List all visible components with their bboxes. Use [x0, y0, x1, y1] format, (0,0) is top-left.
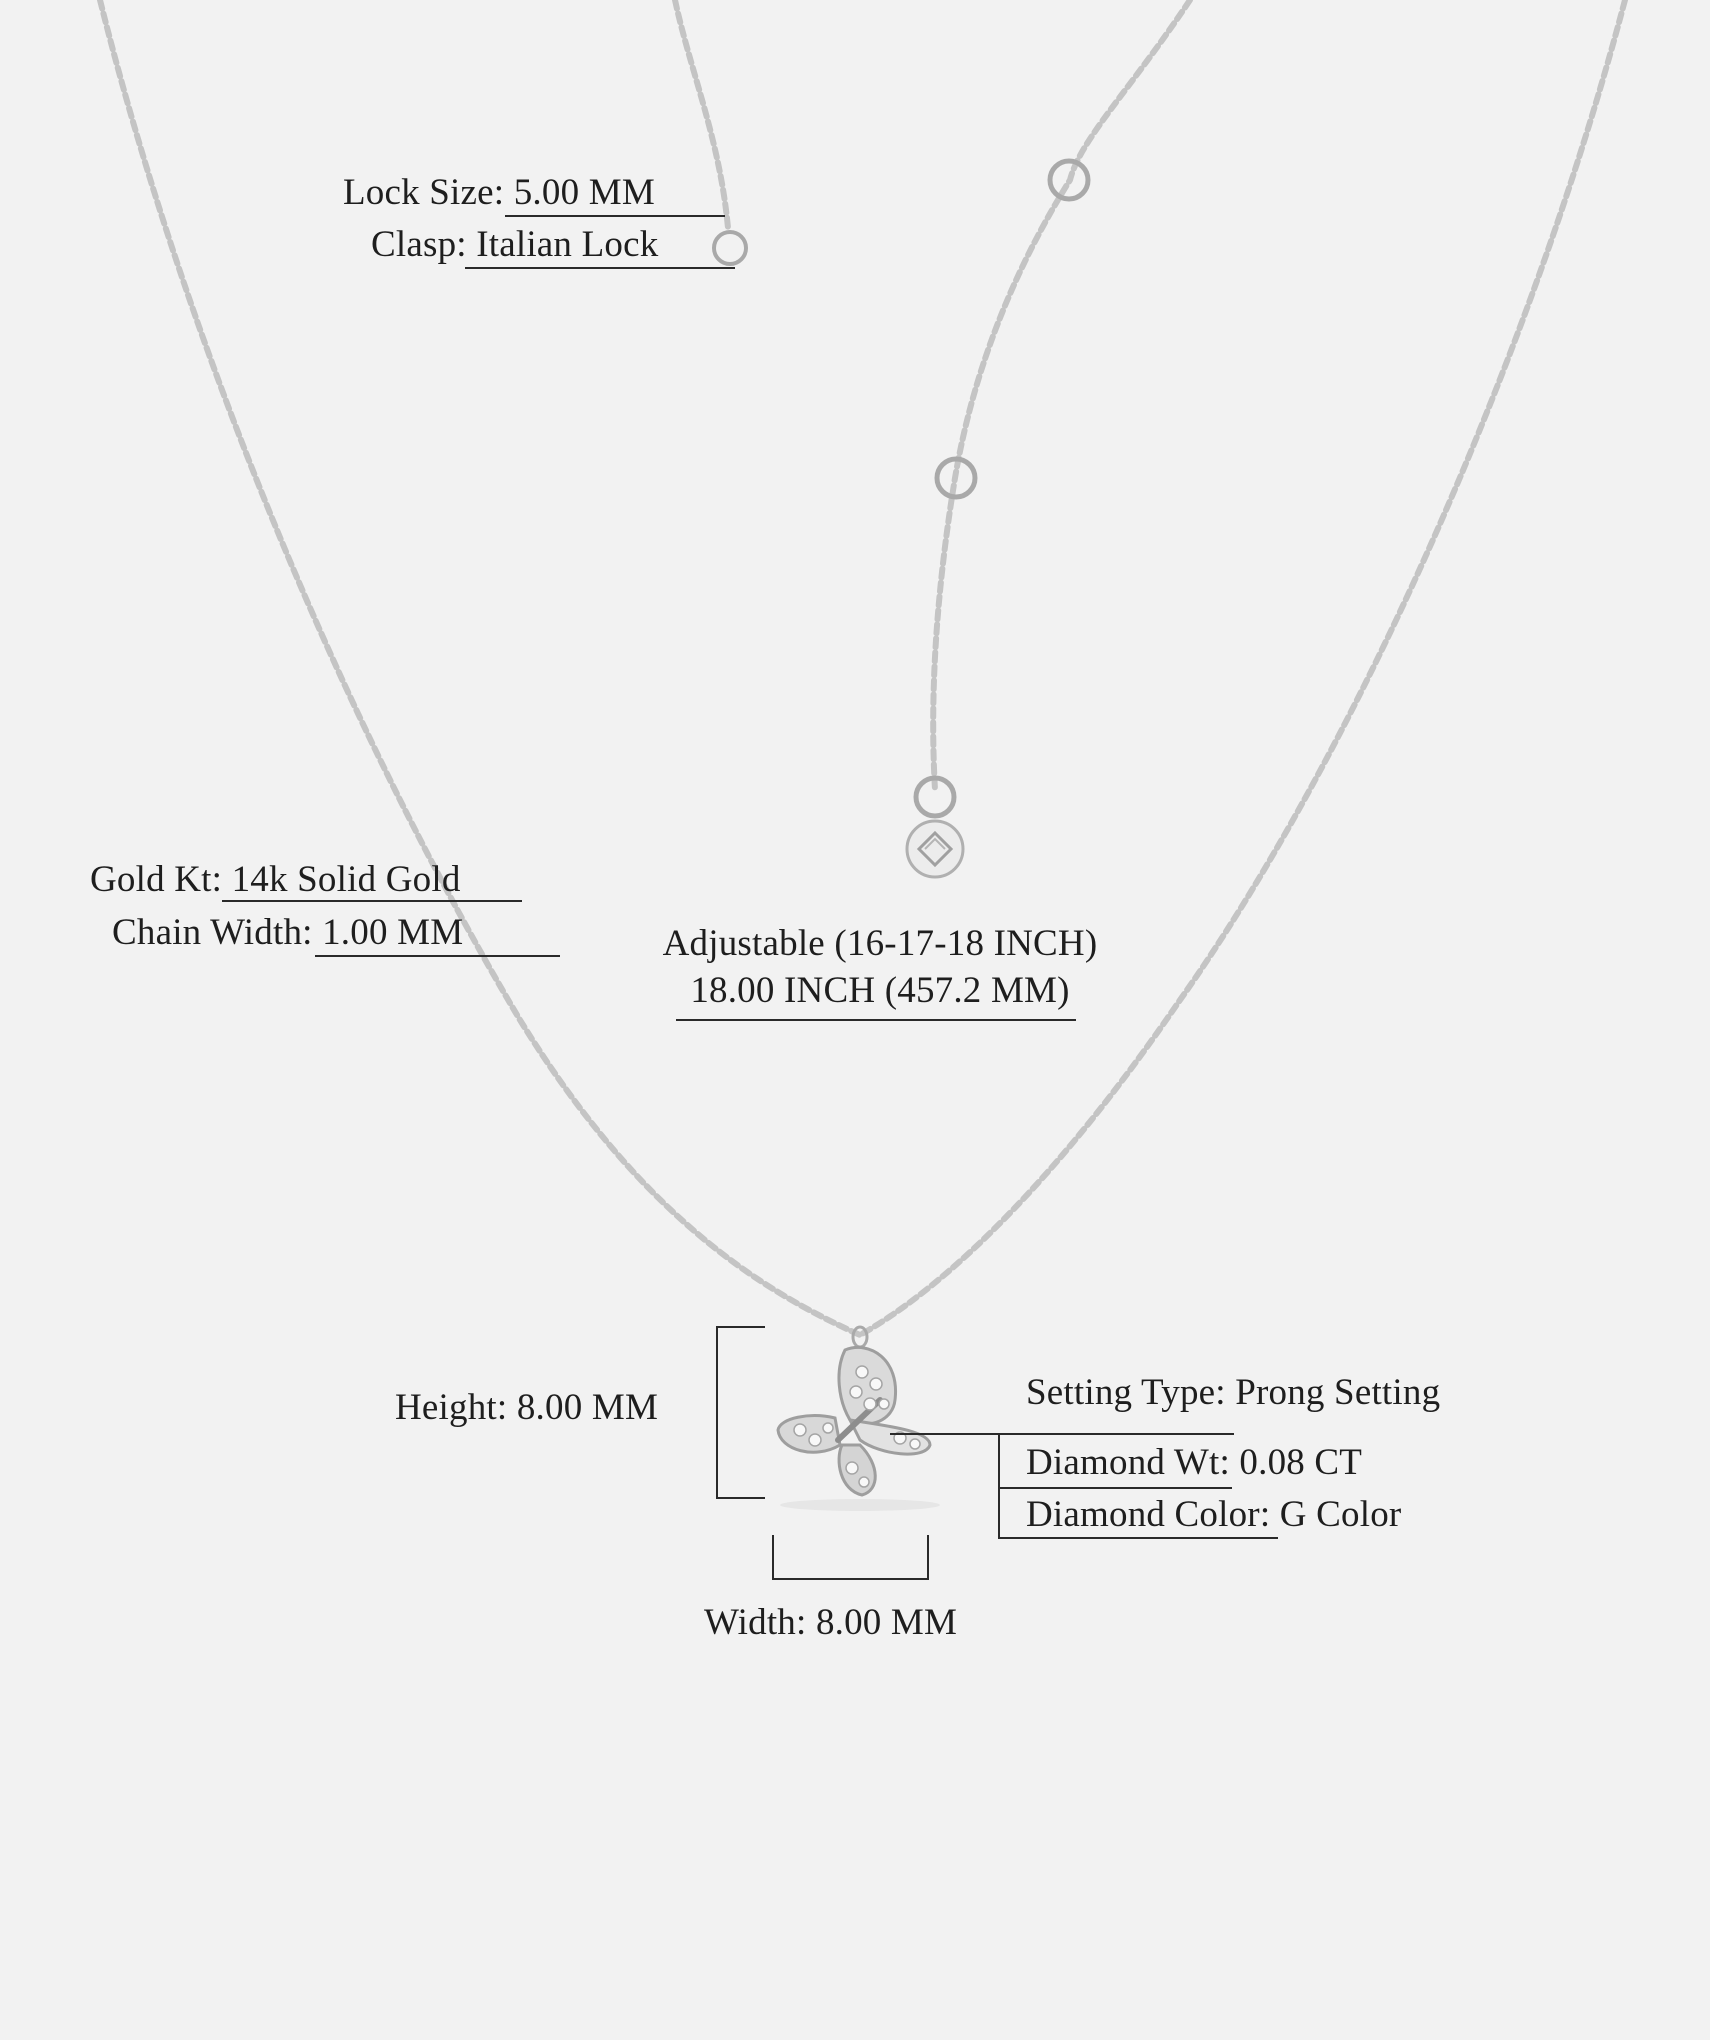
width-value: 8.00 MM — [815, 1602, 958, 1643]
height-value: 8.00 MM — [516, 1387, 659, 1428]
setting-type-spec — [1026, 1371, 1440, 1415]
lock-size-value: 5.00 MM — [513, 172, 655, 213]
chain-width-leader — [315, 955, 560, 957]
diamond-wt-label: Diamond Wt: — [1026, 1442, 1230, 1483]
height-bracket-side — [716, 1326, 718, 1499]
length-adjustable: Adjustable (16-17-18 INCH) — [662, 923, 1098, 964]
diamond-wt-value: 0.08 CT — [1239, 1442, 1363, 1483]
height-bracket-bottom — [716, 1497, 765, 1499]
diamond-color-spec — [1026, 1493, 1401, 1537]
width-bracket-bottom — [772, 1578, 929, 1580]
chain-right — [860, 0, 1625, 1335]
setting-pointer-line — [890, 1433, 1000, 1435]
height-spec — [395, 1386, 658, 1430]
setting-type-underline — [998, 1433, 1234, 1435]
width-bracket-right — [927, 1535, 929, 1580]
lock-size-leader — [505, 215, 725, 217]
height-label: Height: — [395, 1387, 508, 1428]
logo-tag-icon — [907, 821, 963, 877]
length-total: 18.00 INCH (457.2 MM) — [690, 970, 1070, 1011]
height-bracket-top — [716, 1326, 765, 1328]
chain-width-spec — [112, 911, 463, 955]
clasp-spec — [371, 223, 658, 267]
chain-width-value: 1.00 MM — [322, 912, 464, 953]
setting-type-label: Setting Type: — [1026, 1372, 1226, 1413]
clasp-value: Italian Lock — [476, 224, 659, 265]
diamond-color-underline — [998, 1537, 1278, 1539]
clasp-leader — [465, 267, 735, 269]
diamond-bracket-side — [998, 1433, 1000, 1537]
length-underline — [676, 1019, 1076, 1021]
width-spec — [704, 1601, 957, 1645]
setting-type-value: Prong Setting — [1235, 1372, 1441, 1413]
diamond-color-label: Diamond Color: — [1026, 1494, 1271, 1535]
gold-kt-value: 14k Solid Gold — [231, 859, 461, 900]
gold-kt-leader — [222, 900, 522, 902]
chain-width-label: Chain Width: — [112, 912, 313, 953]
lock-size-label: Lock Size: — [343, 172, 505, 213]
gold-kt-spec — [90, 858, 461, 902]
width-label: Width: — [704, 1602, 807, 1643]
width-bracket-left — [772, 1535, 774, 1580]
diamond-wt-underline — [998, 1487, 1232, 1489]
chain-extender — [933, 0, 1190, 790]
butterfly-pendant-icon — [778, 1347, 930, 1495]
diamond-color-value: G Color — [1279, 1494, 1402, 1535]
diamond-wt-spec — [1026, 1441, 1362, 1485]
gold-kt-label: Gold Kt: — [90, 859, 223, 900]
lock-size-spec — [343, 171, 655, 215]
chain-clasp-end — [675, 0, 728, 228]
clasp-ring — [714, 232, 746, 264]
clasp-label: Clasp: — [371, 224, 467, 265]
